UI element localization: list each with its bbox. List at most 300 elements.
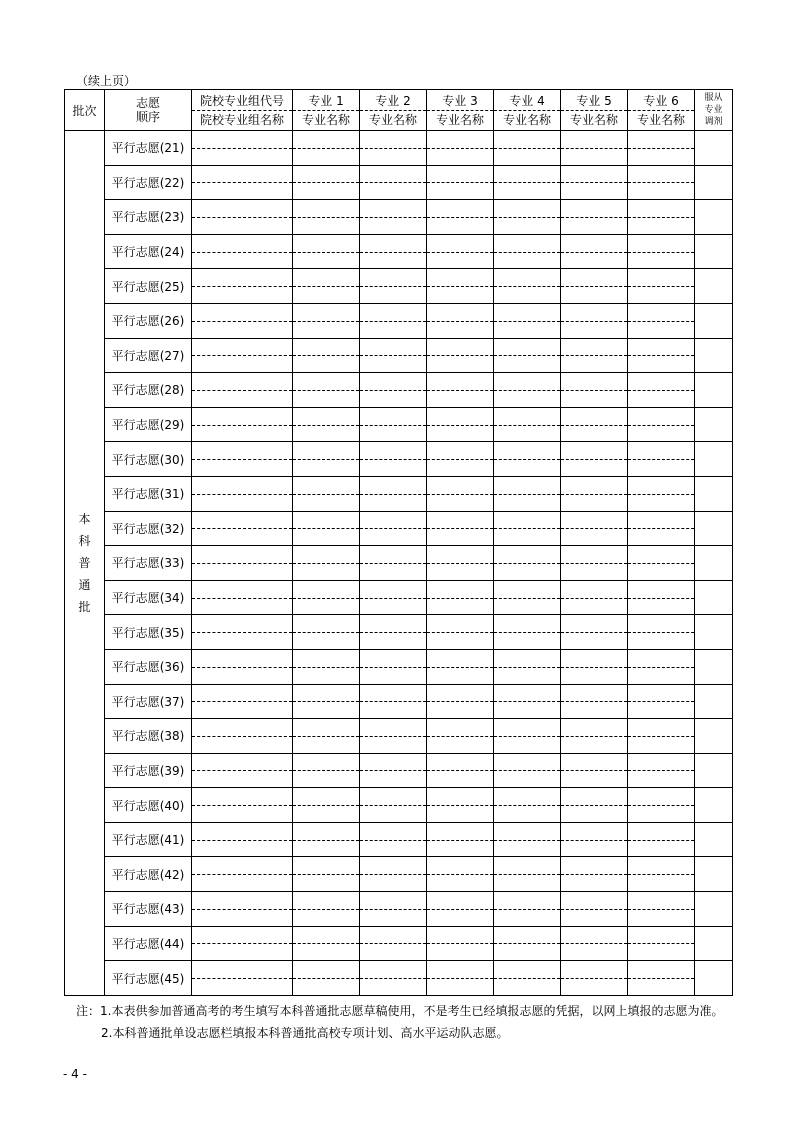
major-2-entry-cell[interactable] bbox=[360, 338, 427, 373]
obey-adjustment-entry-cell[interactable] bbox=[695, 788, 733, 823]
volunteer-order-cell bbox=[105, 269, 192, 304]
obey-adjustment-entry-cell[interactable] bbox=[695, 580, 733, 615]
batch-name-char: 通 bbox=[78, 577, 91, 592]
major-6-entry-cell[interactable] bbox=[628, 857, 695, 892]
obey-adjustment-entry-cell[interactable] bbox=[695, 200, 733, 235]
volunteer-order-number: (37) bbox=[159, 694, 185, 709]
volunteer-order-cell bbox=[105, 580, 192, 615]
table-row bbox=[65, 580, 733, 615]
major-2-entry-cell[interactable] bbox=[360, 580, 427, 615]
major-5-entry-cell[interactable] bbox=[561, 822, 628, 857]
group-entry-cell[interactable] bbox=[192, 338, 293, 373]
header-group-name: 院校专业组名称 bbox=[199, 112, 284, 127]
volunteer-order-cell bbox=[105, 892, 192, 927]
major-2-entry-cell[interactable] bbox=[360, 303, 427, 338]
header-major-1 bbox=[293, 90, 360, 131]
major-3-entry-cell[interactable] bbox=[427, 649, 494, 684]
header-major-4 bbox=[494, 90, 561, 131]
major-4-entry-cell[interactable] bbox=[494, 857, 561, 892]
major-4-entry-cell[interactable] bbox=[494, 580, 561, 615]
major-5-entry-cell[interactable] bbox=[561, 926, 628, 961]
major-1-entry-cell[interactable] bbox=[293, 442, 360, 477]
major-3-entry-cell[interactable] bbox=[427, 511, 494, 546]
major-1-entry-cell[interactable] bbox=[293, 165, 360, 200]
major-1-entry-cell[interactable] bbox=[293, 303, 360, 338]
major-3-entry-cell[interactable] bbox=[427, 822, 494, 857]
header-order-line2: 顺序 bbox=[135, 110, 160, 124]
group-entry-cell[interactable] bbox=[192, 961, 293, 996]
major-3-entry-cell[interactable] bbox=[427, 373, 494, 408]
volunteer-order-cell bbox=[105, 719, 192, 754]
table-row bbox=[65, 961, 733, 996]
major-6-entry-cell[interactable] bbox=[628, 580, 695, 615]
major-6-entry-cell[interactable] bbox=[628, 788, 695, 823]
major-6-entry-cell[interactable] bbox=[628, 822, 695, 857]
volunteer-order-number: (24) bbox=[159, 245, 185, 260]
major-3-entry-cell[interactable] bbox=[427, 892, 494, 927]
major-5-entry-cell[interactable] bbox=[561, 165, 628, 200]
volunteer-order-number: (22) bbox=[159, 175, 185, 190]
major-4-entry-cell[interactable] bbox=[494, 165, 561, 200]
volunteer-order-number: (28) bbox=[159, 383, 185, 398]
major-5-entry-cell[interactable] bbox=[561, 234, 628, 269]
major-1-entry-cell[interactable] bbox=[293, 338, 360, 373]
volunteer-order-cell bbox=[105, 373, 192, 408]
major-1-entry-cell[interactable] bbox=[293, 234, 360, 269]
header-obey-line1: 服从 bbox=[704, 93, 723, 103]
volunteer-order-prefix: 平行志愿 bbox=[111, 383, 160, 398]
table-row bbox=[65, 684, 733, 719]
major-6-entry-cell[interactable] bbox=[628, 407, 695, 442]
obey-adjustment-entry-cell[interactable] bbox=[695, 546, 733, 581]
major-2-entry-cell[interactable] bbox=[360, 719, 427, 754]
obey-adjustment-entry-cell[interactable] bbox=[695, 615, 733, 650]
major-2-entry-cell[interactable] bbox=[360, 165, 427, 200]
table-row bbox=[65, 373, 733, 408]
major-5-entry-cell[interactable] bbox=[561, 719, 628, 754]
obey-adjustment-entry-cell[interactable] bbox=[695, 476, 733, 511]
group-entry-cell[interactable] bbox=[192, 442, 293, 477]
major-5-entry-cell[interactable] bbox=[561, 615, 628, 650]
major-4-entry-cell[interactable] bbox=[494, 338, 561, 373]
major-2-entry-cell[interactable] bbox=[360, 926, 427, 961]
volunteer-order-cell bbox=[105, 338, 192, 373]
major-2-entry-cell[interactable] bbox=[360, 234, 427, 269]
group-entry-cell[interactable] bbox=[192, 269, 293, 304]
major-6-entry-cell[interactable] bbox=[628, 649, 695, 684]
group-entry-cell[interactable] bbox=[192, 234, 293, 269]
major-5-entry-cell[interactable] bbox=[561, 407, 628, 442]
table-row bbox=[65, 234, 733, 269]
major-6-entry-cell[interactable] bbox=[628, 546, 695, 581]
major-4-entry-cell[interactable] bbox=[494, 303, 561, 338]
major-1-entry-cell[interactable] bbox=[293, 857, 360, 892]
volunteer-order-prefix: 平行志愿 bbox=[111, 245, 160, 260]
volunteer-order-prefix: 平行志愿 bbox=[111, 971, 160, 986]
group-entry-cell[interactable] bbox=[192, 476, 293, 511]
major-2-entry-cell[interactable] bbox=[360, 511, 427, 546]
major-3-entry-cell[interactable] bbox=[427, 926, 494, 961]
major-6-entry-cell[interactable] bbox=[628, 269, 695, 304]
major-5-entry-cell[interactable] bbox=[561, 511, 628, 546]
group-entry-cell[interactable] bbox=[192, 684, 293, 719]
major-3-entry-cell[interactable] bbox=[427, 442, 494, 477]
major-1-entry-cell[interactable] bbox=[293, 649, 360, 684]
major-5-entry-cell[interactable] bbox=[561, 476, 628, 511]
major-3-entry-cell[interactable] bbox=[427, 269, 494, 304]
major-1-entry-cell[interactable] bbox=[293, 407, 360, 442]
major-4-entry-cell[interactable] bbox=[494, 200, 561, 235]
obey-adjustment-entry-cell[interactable] bbox=[695, 373, 733, 408]
major-4-entry-cell[interactable] bbox=[494, 961, 561, 996]
major-5-entry-cell[interactable] bbox=[561, 961, 628, 996]
major-3-entry-cell[interactable] bbox=[427, 131, 494, 166]
table-row bbox=[65, 131, 733, 166]
major-1-entry-cell[interactable] bbox=[293, 476, 360, 511]
obey-adjustment-entry-cell[interactable] bbox=[695, 719, 733, 754]
major-5-entry-cell[interactable] bbox=[561, 788, 628, 823]
volunteer-order-number: (45) bbox=[159, 971, 185, 986]
volunteer-order-prefix: 平行志愿 bbox=[111, 175, 160, 190]
header-major-3-label: 专业 3 bbox=[427, 92, 493, 111]
obey-adjustment-entry-cell[interactable] bbox=[695, 442, 733, 477]
page-number: - 4 - bbox=[63, 1067, 87, 1081]
major-4-entry-cell[interactable] bbox=[494, 234, 561, 269]
header-major-5 bbox=[561, 90, 628, 131]
major-2-entry-cell[interactable] bbox=[360, 649, 427, 684]
major-3-entry-cell[interactable] bbox=[427, 407, 494, 442]
major-3-entry-cell[interactable] bbox=[427, 615, 494, 650]
header-obey-line2: 专业 bbox=[704, 105, 723, 115]
table-row bbox=[65, 822, 733, 857]
major-4-entry-cell[interactable] bbox=[494, 822, 561, 857]
header-group-code: 院校专业组代号 bbox=[192, 92, 292, 111]
major-4-entry-cell[interactable] bbox=[494, 442, 561, 477]
major-1-entry-cell[interactable] bbox=[293, 511, 360, 546]
major-3-entry-cell[interactable] bbox=[427, 857, 494, 892]
major-6-entry-cell[interactable] bbox=[628, 615, 695, 650]
major-6-entry-cell[interactable] bbox=[628, 753, 695, 788]
major-1-entry-cell[interactable] bbox=[293, 615, 360, 650]
major-3-entry-cell[interactable] bbox=[427, 684, 494, 719]
group-entry-cell[interactable] bbox=[192, 649, 293, 684]
major-6-entry-cell[interactable] bbox=[628, 511, 695, 546]
major-3-entry-cell[interactable] bbox=[427, 719, 494, 754]
volunteer-order-number: (26) bbox=[159, 314, 185, 329]
header-major-6 bbox=[628, 90, 695, 131]
major-4-entry-cell[interactable] bbox=[494, 684, 561, 719]
group-entry-cell[interactable] bbox=[192, 511, 293, 546]
header-major-3-name: 专业名称 bbox=[435, 112, 484, 127]
group-entry-cell[interactable] bbox=[192, 165, 293, 200]
volunteer-order-number: (25) bbox=[159, 279, 185, 294]
major-2-entry-cell[interactable] bbox=[360, 615, 427, 650]
volunteer-order-cell bbox=[105, 303, 192, 338]
table-row bbox=[65, 546, 733, 581]
major-3-entry-cell[interactable] bbox=[427, 165, 494, 200]
header-major-2 bbox=[360, 90, 427, 131]
obey-adjustment-entry-cell[interactable] bbox=[695, 822, 733, 857]
obey-adjustment-entry-cell[interactable] bbox=[695, 303, 733, 338]
major-4-entry-cell[interactable] bbox=[494, 476, 561, 511]
header-major-3 bbox=[427, 90, 494, 131]
major-5-entry-cell[interactable] bbox=[561, 338, 628, 373]
major-5-entry-cell[interactable] bbox=[561, 892, 628, 927]
major-4-entry-cell[interactable] bbox=[494, 407, 561, 442]
major-3-entry-cell[interactable] bbox=[427, 753, 494, 788]
major-6-entry-cell[interactable] bbox=[628, 719, 695, 754]
volunteer-order-prefix: 平行志愿 bbox=[111, 452, 160, 467]
major-1-entry-cell[interactable] bbox=[293, 373, 360, 408]
batch-name-char: 批 bbox=[78, 599, 91, 614]
volunteer-order-number: (38) bbox=[159, 729, 185, 744]
major-5-entry-cell[interactable] bbox=[561, 373, 628, 408]
group-entry-cell[interactable] bbox=[192, 546, 293, 581]
obey-adjustment-entry-cell[interactable] bbox=[695, 269, 733, 304]
header-major-1-label: 专业 1 bbox=[293, 92, 359, 111]
major-4-entry-cell[interactable] bbox=[494, 892, 561, 927]
major-6-entry-cell[interactable] bbox=[628, 684, 695, 719]
major-5-entry-cell[interactable] bbox=[561, 303, 628, 338]
volunteer-order-cell bbox=[105, 200, 192, 235]
volunteer-order-prefix: 平行志愿 bbox=[111, 660, 160, 675]
major-6-entry-cell[interactable] bbox=[628, 373, 695, 408]
obey-adjustment-entry-cell[interactable] bbox=[695, 649, 733, 684]
obey-adjustment-entry-cell[interactable] bbox=[695, 407, 733, 442]
major-5-entry-cell[interactable] bbox=[561, 580, 628, 615]
volunteer-order-number: (39) bbox=[159, 763, 185, 778]
major-1-entry-cell[interactable] bbox=[293, 546, 360, 581]
major-3-entry-cell[interactable] bbox=[427, 303, 494, 338]
major-2-entry-cell[interactable] bbox=[360, 407, 427, 442]
header-major-1-name: 专业名称 bbox=[301, 112, 350, 127]
table-row bbox=[65, 269, 733, 304]
major-2-entry-cell[interactable] bbox=[360, 857, 427, 892]
major-2-entry-cell[interactable] bbox=[360, 684, 427, 719]
major-2-entry-cell[interactable] bbox=[360, 269, 427, 304]
major-6-entry-cell[interactable] bbox=[628, 338, 695, 373]
header-batch: 批次 bbox=[65, 90, 105, 131]
major-4-entry-cell[interactable] bbox=[494, 269, 561, 304]
obey-adjustment-entry-cell[interactable] bbox=[695, 926, 733, 961]
volunteer-order-prefix: 平行志愿 bbox=[111, 556, 160, 571]
volunteer-order-prefix: 平行志愿 bbox=[111, 625, 160, 640]
major-1-entry-cell[interactable] bbox=[293, 753, 360, 788]
volunteer-order-prefix: 平行志愿 bbox=[111, 314, 160, 329]
major-1-entry-cell[interactable] bbox=[293, 200, 360, 235]
major-4-entry-cell[interactable] bbox=[494, 788, 561, 823]
table-row bbox=[65, 165, 733, 200]
batch-name-char: 本 bbox=[78, 511, 91, 526]
volunteer-order-cell bbox=[105, 234, 192, 269]
major-3-entry-cell[interactable] bbox=[427, 788, 494, 823]
volunteer-order-number: (43) bbox=[159, 902, 185, 917]
major-6-entry-cell[interactable] bbox=[628, 200, 695, 235]
major-5-entry-cell[interactable] bbox=[561, 269, 628, 304]
major-5-entry-cell[interactable] bbox=[561, 649, 628, 684]
major-4-entry-cell[interactable] bbox=[494, 131, 561, 166]
major-6-entry-cell[interactable] bbox=[628, 442, 695, 477]
obey-adjustment-entry-cell[interactable] bbox=[695, 961, 733, 996]
major-6-entry-cell[interactable] bbox=[628, 234, 695, 269]
major-2-entry-cell[interactable] bbox=[360, 131, 427, 166]
major-5-entry-cell[interactable] bbox=[561, 857, 628, 892]
volunteer-order-cell bbox=[105, 476, 192, 511]
volunteer-order-number: (34) bbox=[159, 591, 185, 606]
major-4-entry-cell[interactable] bbox=[494, 373, 561, 408]
volunteer-order-number: (40) bbox=[159, 798, 185, 813]
group-entry-cell[interactable] bbox=[192, 926, 293, 961]
major-3-entry-cell[interactable] bbox=[427, 200, 494, 235]
obey-adjustment-entry-cell[interactable] bbox=[695, 511, 733, 546]
header-major-5-name: 专业名称 bbox=[569, 112, 618, 127]
major-6-entry-cell[interactable] bbox=[628, 892, 695, 927]
major-3-entry-cell[interactable] bbox=[427, 961, 494, 996]
table-row bbox=[65, 200, 733, 235]
major-2-entry-cell[interactable] bbox=[360, 373, 427, 408]
group-entry-cell[interactable] bbox=[192, 200, 293, 235]
table-row bbox=[65, 649, 733, 684]
major-2-entry-cell[interactable] bbox=[360, 961, 427, 996]
volunteer-order-number: (36) bbox=[159, 660, 185, 675]
table-row bbox=[65, 857, 733, 892]
major-4-entry-cell[interactable] bbox=[494, 926, 561, 961]
major-4-entry-cell[interactable] bbox=[494, 615, 561, 650]
continued-label: （续上页） bbox=[76, 74, 137, 88]
obey-adjustment-entry-cell[interactable] bbox=[695, 338, 733, 373]
volunteer-order-prefix: 平行志愿 bbox=[111, 521, 160, 536]
volunteer-order-number: (21) bbox=[159, 141, 185, 156]
major-6-entry-cell[interactable] bbox=[628, 926, 695, 961]
volunteer-order-number: (41) bbox=[159, 833, 185, 848]
notes bbox=[76, 1000, 723, 1044]
group-entry-cell[interactable] bbox=[192, 857, 293, 892]
table-header-row bbox=[65, 90, 733, 131]
table-row bbox=[65, 511, 733, 546]
volunteer-order-number: (33) bbox=[159, 556, 185, 571]
obey-adjustment-entry-cell[interactable] bbox=[695, 131, 733, 166]
major-4-entry-cell[interactable] bbox=[494, 753, 561, 788]
group-entry-cell[interactable] bbox=[192, 303, 293, 338]
major-6-entry-cell[interactable] bbox=[628, 165, 695, 200]
major-5-entry-cell[interactable] bbox=[561, 131, 628, 166]
header-major-6-label: 专业 6 bbox=[628, 92, 694, 111]
major-4-entry-cell[interactable] bbox=[494, 546, 561, 581]
major-2-entry-cell[interactable] bbox=[360, 892, 427, 927]
major-3-entry-cell[interactable] bbox=[427, 234, 494, 269]
group-entry-cell[interactable] bbox=[192, 131, 293, 166]
group-entry-cell[interactable] bbox=[192, 407, 293, 442]
header-major-2-name: 专业名称 bbox=[368, 112, 417, 127]
header-major-6-name: 专业名称 bbox=[636, 112, 685, 127]
major-1-entry-cell[interactable] bbox=[293, 684, 360, 719]
batch-name-char: 普 bbox=[78, 555, 91, 570]
major-3-entry-cell[interactable] bbox=[427, 546, 494, 581]
header-order-line1: 志愿 bbox=[135, 96, 160, 110]
obey-adjustment-entry-cell[interactable] bbox=[695, 684, 733, 719]
volunteer-order-prefix: 平行志愿 bbox=[111, 591, 160, 606]
obey-adjustment-entry-cell[interactable] bbox=[695, 753, 733, 788]
volunteer-order-cell bbox=[105, 649, 192, 684]
major-2-entry-cell[interactable] bbox=[360, 442, 427, 477]
major-3-entry-cell[interactable] bbox=[427, 476, 494, 511]
header-group bbox=[192, 90, 293, 131]
major-6-entry-cell[interactable] bbox=[628, 131, 695, 166]
major-2-entry-cell[interactable] bbox=[360, 546, 427, 581]
volunteer-order-prefix: 平行志愿 bbox=[111, 936, 160, 951]
major-1-entry-cell[interactable] bbox=[293, 719, 360, 754]
major-6-entry-cell[interactable] bbox=[628, 303, 695, 338]
major-1-entry-cell[interactable] bbox=[293, 961, 360, 996]
major-4-entry-cell[interactable] bbox=[494, 649, 561, 684]
volunteer-order-prefix: 平行志愿 bbox=[111, 729, 160, 744]
major-4-entry-cell[interactable] bbox=[494, 511, 561, 546]
group-entry-cell[interactable] bbox=[192, 788, 293, 823]
major-5-entry-cell[interactable] bbox=[561, 753, 628, 788]
table-row bbox=[65, 338, 733, 373]
group-entry-cell[interactable] bbox=[192, 719, 293, 754]
group-entry-cell[interactable] bbox=[192, 615, 293, 650]
major-5-entry-cell[interactable] bbox=[561, 200, 628, 235]
volunteer-order-cell bbox=[105, 442, 192, 477]
major-5-entry-cell[interactable] bbox=[561, 684, 628, 719]
obey-adjustment-entry-cell[interactable] bbox=[695, 165, 733, 200]
obey-adjustment-entry-cell[interactable] bbox=[695, 234, 733, 269]
major-2-entry-cell[interactable] bbox=[360, 753, 427, 788]
group-entry-cell[interactable] bbox=[192, 373, 293, 408]
major-2-entry-cell[interactable] bbox=[360, 822, 427, 857]
group-entry-cell[interactable] bbox=[192, 753, 293, 788]
note-line-2: 2.本科普通批单设志愿栏填报本科普通批高校专项计划、高水平运动队志愿。 bbox=[101, 1026, 509, 1040]
table-row bbox=[65, 407, 733, 442]
volunteer-order-cell bbox=[105, 857, 192, 892]
volunteer-order-cell bbox=[105, 961, 192, 996]
major-1-entry-cell[interactable] bbox=[293, 822, 360, 857]
major-4-entry-cell[interactable] bbox=[494, 719, 561, 754]
group-entry-cell[interactable] bbox=[192, 580, 293, 615]
group-entry-cell[interactable] bbox=[192, 892, 293, 927]
header-major-4-label: 专业 4 bbox=[494, 92, 560, 111]
volunteer-order-number: (23) bbox=[159, 210, 185, 225]
major-1-entry-cell[interactable] bbox=[293, 269, 360, 304]
obey-adjustment-entry-cell[interactable] bbox=[695, 892, 733, 927]
volunteer-order-prefix: 平行志愿 bbox=[111, 833, 160, 848]
major-5-entry-cell[interactable] bbox=[561, 546, 628, 581]
volunteer-order-prefix: 平行志愿 bbox=[111, 348, 160, 363]
group-entry-cell[interactable] bbox=[192, 822, 293, 857]
table-row bbox=[65, 788, 733, 823]
major-3-entry-cell[interactable] bbox=[427, 338, 494, 373]
major-1-entry-cell[interactable] bbox=[293, 788, 360, 823]
major-1-entry-cell[interactable] bbox=[293, 131, 360, 166]
major-3-entry-cell[interactable] bbox=[427, 580, 494, 615]
table-row bbox=[65, 719, 733, 754]
major-6-entry-cell[interactable] bbox=[628, 476, 695, 511]
major-2-entry-cell[interactable] bbox=[360, 200, 427, 235]
major-6-entry-cell[interactable] bbox=[628, 961, 695, 996]
major-1-entry-cell[interactable] bbox=[293, 580, 360, 615]
volunteer-order-prefix: 平行志愿 bbox=[111, 798, 160, 813]
major-2-entry-cell[interactable] bbox=[360, 788, 427, 823]
volunteer-order-prefix: 平行志愿 bbox=[111, 279, 160, 294]
major-1-entry-cell[interactable] bbox=[293, 926, 360, 961]
obey-adjustment-entry-cell[interactable] bbox=[695, 857, 733, 892]
major-5-entry-cell[interactable] bbox=[561, 442, 628, 477]
major-2-entry-cell[interactable] bbox=[360, 476, 427, 511]
batch-name-char: 科 bbox=[78, 533, 91, 548]
major-1-entry-cell[interactable] bbox=[293, 892, 360, 927]
table-row bbox=[65, 476, 733, 511]
